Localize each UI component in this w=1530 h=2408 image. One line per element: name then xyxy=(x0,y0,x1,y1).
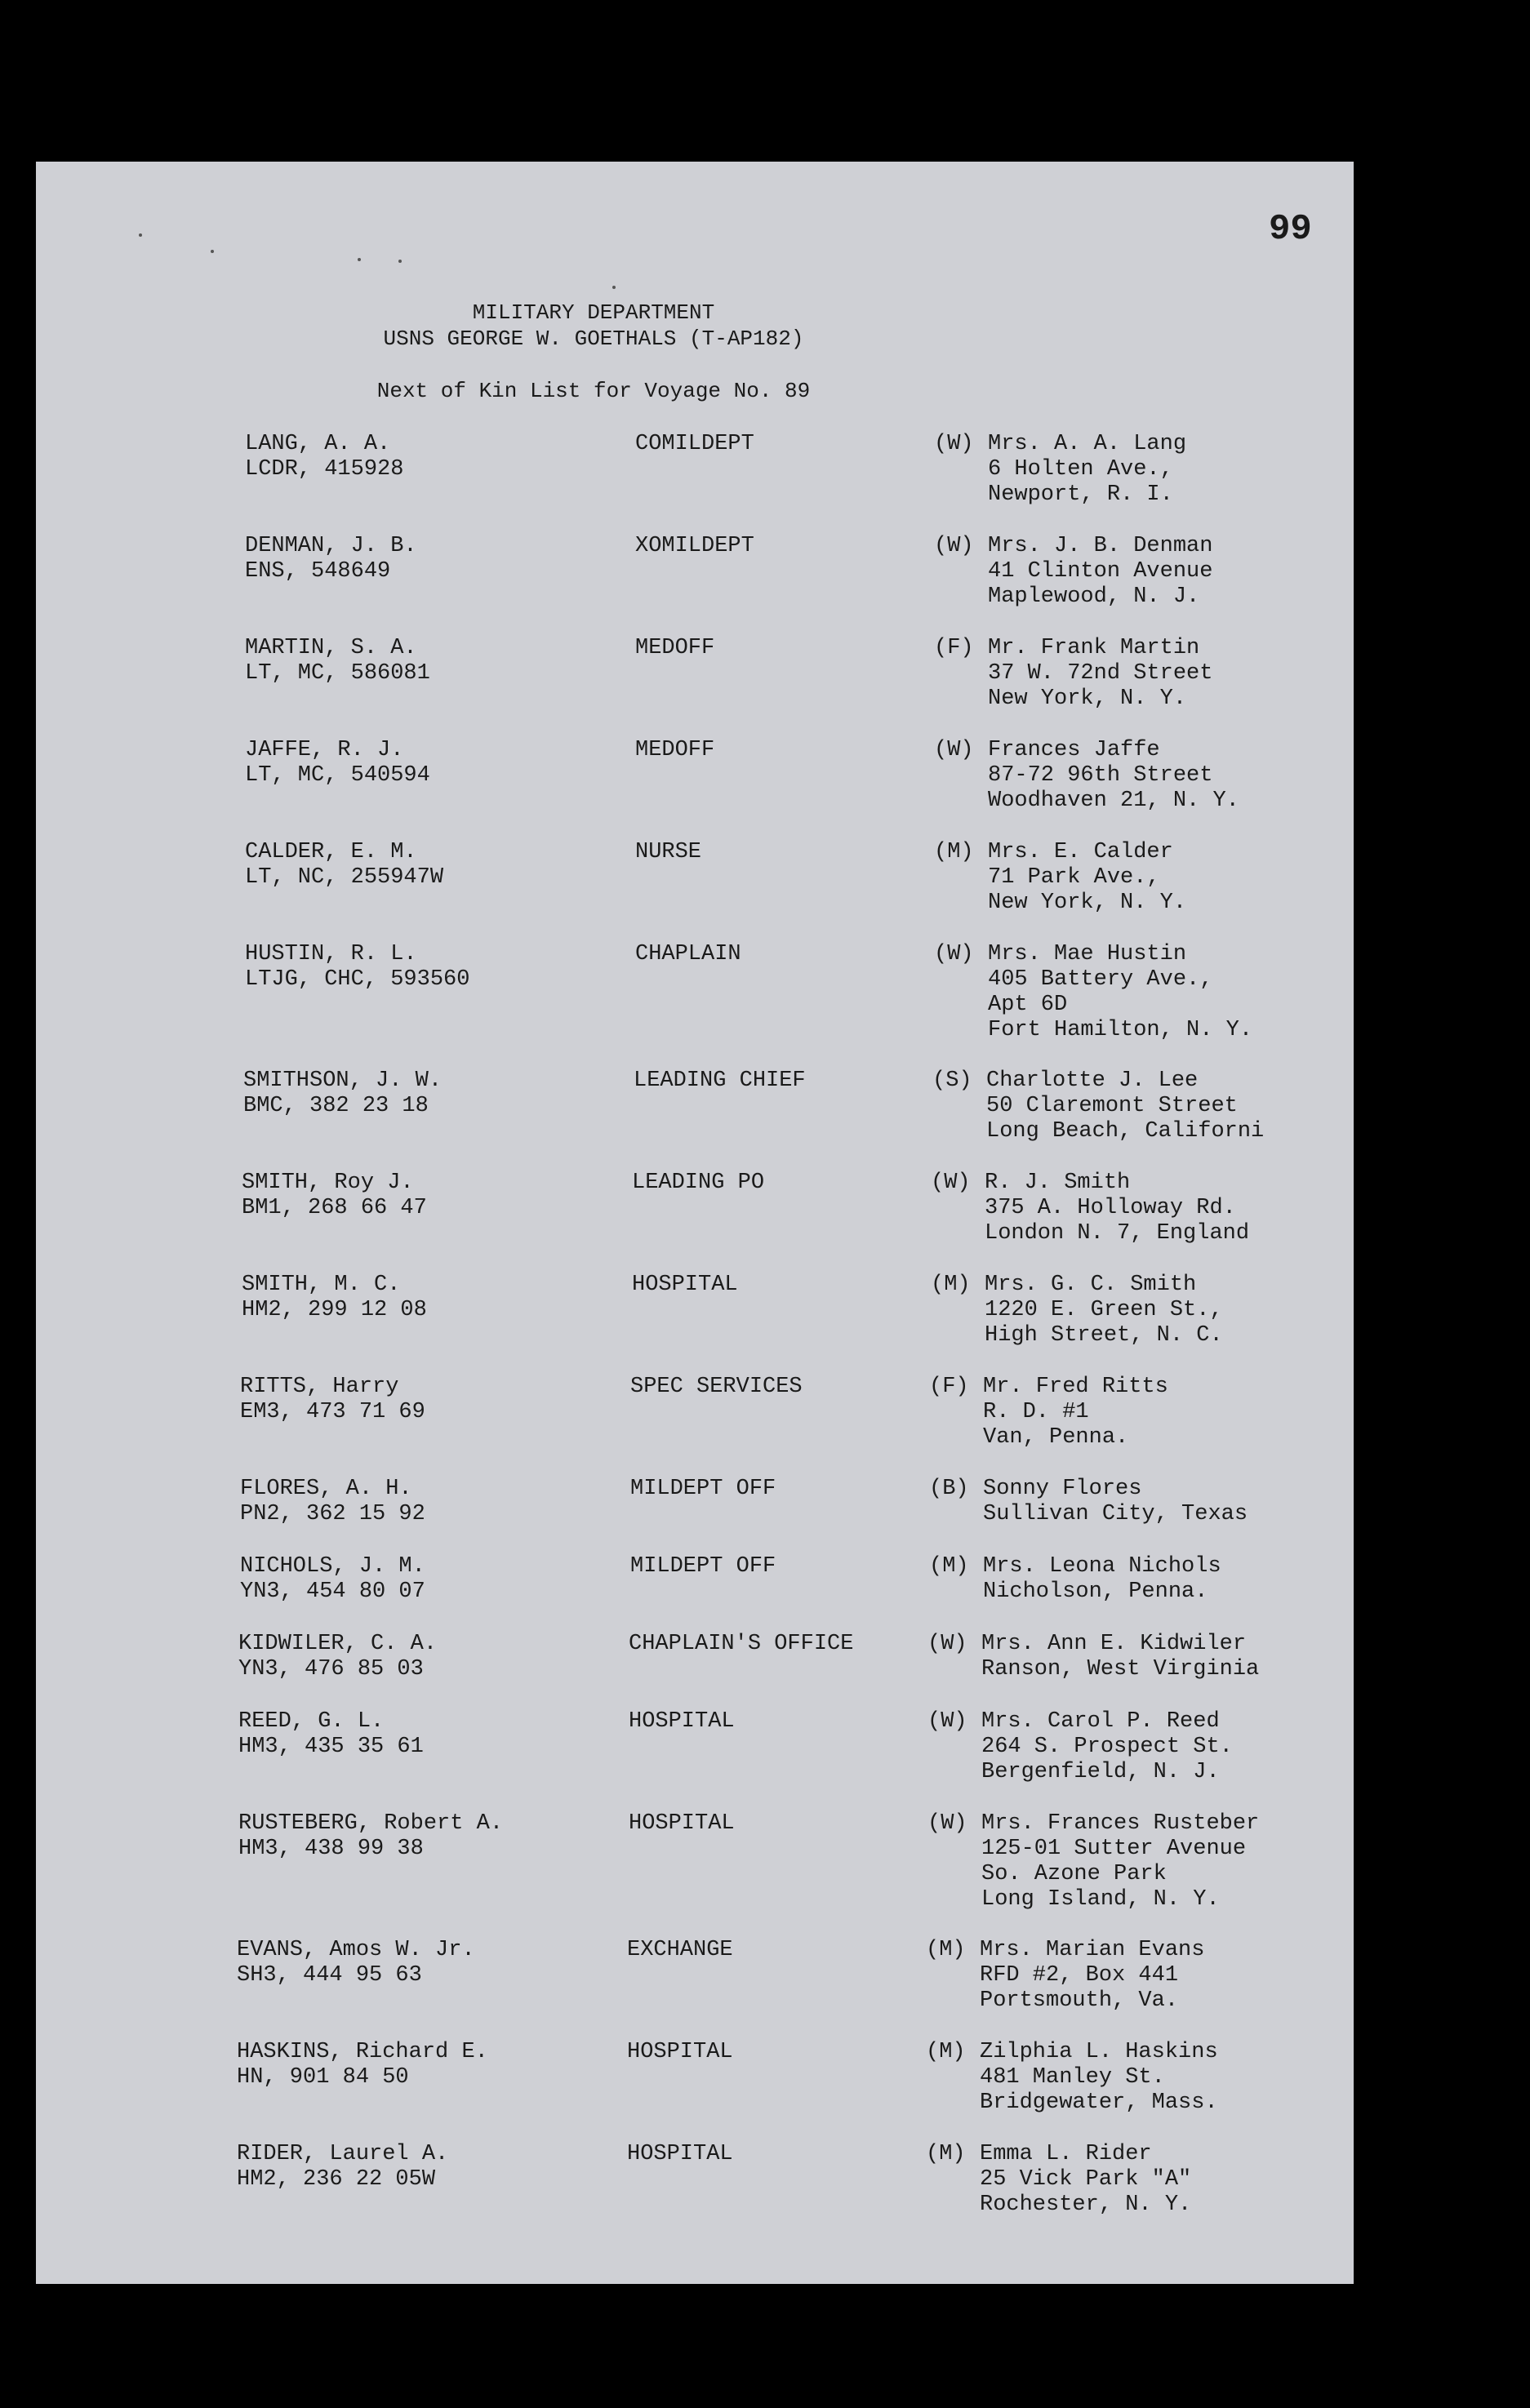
scan-speck xyxy=(612,286,616,289)
rank-service-number: LT, NC, 255947W xyxy=(245,865,444,890)
address-line: Charlotte J. Lee xyxy=(986,1068,1199,1093)
address-line: High Street, N. C. xyxy=(985,1323,1223,1348)
address-line: Mrs. Carol P. Reed xyxy=(981,1709,1220,1734)
next-of-kin-address xyxy=(988,738,1239,814)
person-column xyxy=(245,840,443,891)
person-column xyxy=(240,1477,425,1527)
person-column xyxy=(237,2142,448,2193)
person-column xyxy=(243,1068,442,1119)
person-name: KIDWILER, C. A. xyxy=(238,1632,438,1656)
person-name: JAFFE, R. J. xyxy=(245,738,404,762)
address-line: Mr. Frank Martin xyxy=(988,636,1200,660)
rank-service-number: EM3, 473 71 69 xyxy=(240,1400,425,1424)
billet: MEDOFF xyxy=(635,636,715,660)
billet: SPEC SERVICES xyxy=(630,1375,803,1399)
address-line: 25 Vick Park "A" xyxy=(980,2167,1192,2192)
address-line: Emma L. Rider xyxy=(980,2142,1152,2166)
rank-service-number: LT, MC, 586081 xyxy=(245,661,430,686)
address-line: Mrs. G. C. Smith xyxy=(985,1273,1197,1297)
address-line: Long Island, N. Y. xyxy=(981,1887,1220,1912)
billet: MEDOFF xyxy=(635,738,715,762)
relationship-code: (M) xyxy=(926,1938,966,1962)
person-name: SMITH, M. C. xyxy=(242,1273,401,1297)
rank-service-number: HM2, 299 12 08 xyxy=(242,1298,427,1322)
billet: CHAPLAIN'S OFFICE xyxy=(629,1632,854,1656)
relationship-code: (M) xyxy=(926,2040,966,2064)
next-of-kin-address xyxy=(988,636,1212,712)
relationship-code: (W) xyxy=(931,1171,971,1195)
scan-speck xyxy=(139,233,142,237)
billet: COMILDEPT xyxy=(635,432,754,456)
rank-service-number: HM3, 438 99 38 xyxy=(238,1837,424,1861)
address-line: Rochester, N. Y. xyxy=(980,2193,1192,2217)
address-line: 87-72 96th Street xyxy=(988,763,1213,788)
address-line: 375 A. Holloway Rd. xyxy=(985,1196,1236,1220)
relationship-code: (W) xyxy=(927,1632,967,1656)
rank-service-number: PN2, 362 15 92 xyxy=(240,1502,425,1526)
person-column xyxy=(245,432,403,482)
relationship-code: (M) xyxy=(926,2142,966,2166)
person-column xyxy=(238,1811,503,1862)
rank-service-number: YN3, 454 80 07 xyxy=(240,1579,425,1604)
person-name: SMITHSON, J. W. xyxy=(243,1068,443,1093)
person-name: REED, G. L. xyxy=(238,1709,385,1734)
ship-title: USNS GEORGE W. GOETHALS (T-AP182) xyxy=(383,327,804,351)
billet: HOSPITAL xyxy=(632,1273,738,1297)
relationship-code: (M) xyxy=(931,1273,971,1297)
person-name: HUSTIN, R. L. xyxy=(245,942,417,966)
rank-service-number: YN3, 476 85 03 xyxy=(238,1657,424,1682)
billet: MILDEPT OFF xyxy=(630,1554,776,1579)
person-name: EVANS, Amos W. Jr. xyxy=(237,1938,475,1962)
list-title: Next of Kin List for Voyage No. 89 xyxy=(376,379,811,403)
address-line: 264 S. Prospect St. xyxy=(981,1735,1233,1759)
relationship-code: (W) xyxy=(934,432,974,456)
scan-speck xyxy=(358,258,361,261)
billet: MILDEPT OFF xyxy=(630,1477,776,1501)
person-column xyxy=(238,1632,437,1682)
address-line: Zilphia L. Haskins xyxy=(980,2040,1218,2064)
address-line: 37 W. 72nd Street xyxy=(988,661,1213,686)
person-column xyxy=(238,1709,424,1760)
billet: CHAPLAIN xyxy=(635,942,741,966)
address-line: Mrs. E. Calder xyxy=(988,840,1173,864)
person-column xyxy=(245,738,430,789)
address-line: New York, N. Y. xyxy=(988,686,1187,711)
rank-service-number: LTJG, CHC, 593560 xyxy=(245,967,470,992)
address-line: 481 Manley St. xyxy=(980,2065,1165,2090)
relationship-code: (F) xyxy=(929,1375,969,1399)
next-of-kin-address xyxy=(983,1477,1248,1527)
address-line: 71 Park Ave., xyxy=(988,865,1160,890)
next-of-kin-address xyxy=(981,1709,1233,1785)
address-line: Bergenfield, N. J. xyxy=(981,1760,1220,1784)
document-page xyxy=(36,162,1354,2284)
page-number: 99 xyxy=(1269,209,1312,250)
next-of-kin-address xyxy=(980,1938,1204,2014)
address-line: So. Azone Park xyxy=(981,1862,1167,1886)
person-name: RUSTEBERG, Robert A. xyxy=(238,1811,504,1836)
next-of-kin-address xyxy=(985,1171,1249,1246)
address-line: Bridgewater, Mass. xyxy=(980,2090,1218,2115)
billet: HOSPITAL xyxy=(629,1709,735,1734)
person-column xyxy=(240,1375,425,1425)
person-name: SMITH, Roy J. xyxy=(242,1171,414,1195)
address-line: RFD #2, Box 441 xyxy=(980,1963,1179,1988)
person-name: CALDER, E. M. xyxy=(245,840,417,864)
person-column xyxy=(245,636,430,686)
rank-service-number: LCDR, 415928 xyxy=(245,457,404,482)
billet: NURSE xyxy=(635,840,702,864)
person-column xyxy=(245,534,417,584)
address-line: Mr. Fred Ritts xyxy=(983,1375,1168,1399)
person-name: RITTS, Harry xyxy=(240,1375,399,1399)
address-line: 125-01 Sutter Avenue xyxy=(981,1837,1247,1861)
person-name: LANG, A. A. xyxy=(245,432,391,456)
address-line: Long Beach, Californi xyxy=(986,1119,1265,1144)
person-column xyxy=(237,2040,488,2090)
rank-service-number: ENS, 548649 xyxy=(245,559,391,584)
rank-service-number: HM3, 435 35 61 xyxy=(238,1735,424,1759)
relationship-code: (M) xyxy=(934,840,974,864)
rank-service-number: LT, MC, 540594 xyxy=(245,763,430,788)
person-column xyxy=(237,1938,475,1988)
scan-speck xyxy=(211,250,214,253)
billet: EXCHANGE xyxy=(627,1938,733,1962)
rank-service-number: SH3, 444 95 63 xyxy=(237,1963,422,1988)
billet: XOMILDEPT xyxy=(635,534,754,558)
relationship-code: (B) xyxy=(929,1477,969,1501)
address-line: Nicholson, Penna. xyxy=(983,1579,1208,1604)
address-line: 405 Battery Ave., xyxy=(988,967,1213,992)
next-of-kin-address xyxy=(981,1811,1259,1913)
person-name: RIDER, Laurel A. xyxy=(237,2142,449,2166)
next-of-kin-address xyxy=(983,1554,1221,1605)
next-of-kin-address xyxy=(981,1632,1259,1682)
address-line: Sonny Flores xyxy=(983,1477,1142,1501)
rank-service-number: BMC, 382 23 18 xyxy=(243,1094,429,1118)
relationship-code: (W) xyxy=(934,534,974,558)
address-line: Mrs. Marian Evans xyxy=(980,1938,1205,1962)
billet: LEADING PO xyxy=(632,1171,765,1195)
next-of-kin-address xyxy=(985,1273,1223,1348)
address-line: Mrs. Ann E. Kidwiler xyxy=(981,1632,1247,1656)
rank-service-number: HN, 901 84 50 xyxy=(237,2065,409,2090)
relationship-code: (W) xyxy=(934,942,974,966)
address-line: 41 Clinton Avenue xyxy=(988,559,1213,584)
next-of-kin-address xyxy=(988,432,1186,508)
address-line: Mrs. Frances Rusteber xyxy=(981,1811,1260,1836)
person-column xyxy=(242,1273,427,1323)
relationship-code: (W) xyxy=(927,1709,967,1734)
rank-service-number: HM2, 236 22 05W xyxy=(237,2167,436,2192)
next-of-kin-address xyxy=(980,2142,1191,2218)
address-line: Newport, R. I. xyxy=(988,482,1173,507)
address-line: Fort Hamilton, N. Y. xyxy=(988,1018,1253,1042)
relationship-code: (W) xyxy=(927,1811,967,1836)
address-line: Sullivan City, Texas xyxy=(983,1502,1248,1526)
rank-service-number: BM1, 268 66 47 xyxy=(242,1196,427,1220)
address-line: 1220 E. Green St., xyxy=(985,1298,1223,1322)
address-line: London N. 7, England xyxy=(985,1221,1250,1246)
relationship-code: (M) xyxy=(929,1554,969,1579)
address-line: 50 Claremont Street xyxy=(986,1094,1238,1118)
billet: HOSPITAL xyxy=(629,1811,735,1836)
address-line: Ranson, West Virginia xyxy=(981,1657,1260,1682)
address-line: Woodhaven 21, N. Y. xyxy=(988,789,1239,813)
person-column xyxy=(240,1554,425,1605)
address-line: New York, N. Y. xyxy=(988,891,1187,915)
address-line: 6 Holten Ave., xyxy=(988,457,1173,482)
address-line: Mrs. J. B. Denman xyxy=(988,534,1213,558)
billet: LEADING CHIEF xyxy=(634,1068,806,1093)
person-name: FLORES, A. H. xyxy=(240,1477,412,1501)
address-line: Mrs. Mae Hustin xyxy=(988,942,1187,966)
address-line: Frances Jaffe xyxy=(988,738,1160,762)
department-title: MILITARY DEPARTMENT xyxy=(472,300,715,325)
scan-speck xyxy=(398,260,402,263)
next-of-kin-address xyxy=(983,1375,1168,1451)
address-line: Portsmouth, Va. xyxy=(980,1988,1179,2013)
person-column xyxy=(242,1171,427,1221)
next-of-kin-address xyxy=(980,2040,1218,2116)
address-line: Mrs. A. A. Lang xyxy=(988,432,1187,456)
person-name: DENMAN, J. B. xyxy=(245,534,417,558)
address-line: Mrs. Leona Nichols xyxy=(983,1554,1221,1579)
next-of-kin-address xyxy=(986,1068,1264,1144)
address-line: Apt 6D xyxy=(988,993,1068,1017)
relationship-code: (S) xyxy=(932,1068,972,1093)
relationship-code: (W) xyxy=(934,738,974,762)
next-of-kin-address xyxy=(988,840,1186,916)
next-of-kin-address xyxy=(988,942,1252,1043)
address-line: R. J. Smith xyxy=(985,1171,1131,1195)
address-line: Van, Penna. xyxy=(983,1425,1129,1450)
address-line: Maplewood, N. J. xyxy=(988,584,1200,609)
person-name: NICHOLS, J. M. xyxy=(240,1554,425,1579)
billet: HOSPITAL xyxy=(627,2040,733,2064)
person-name: HASKINS, Richard E. xyxy=(237,2040,488,2064)
relationship-code: (F) xyxy=(934,636,974,660)
address-line: R. D. #1 xyxy=(983,1400,1089,1424)
person-name: MARTIN, S. A. xyxy=(245,636,417,660)
billet: HOSPITAL xyxy=(627,2142,733,2166)
next-of-kin-address xyxy=(988,534,1212,610)
person-column xyxy=(245,942,469,993)
